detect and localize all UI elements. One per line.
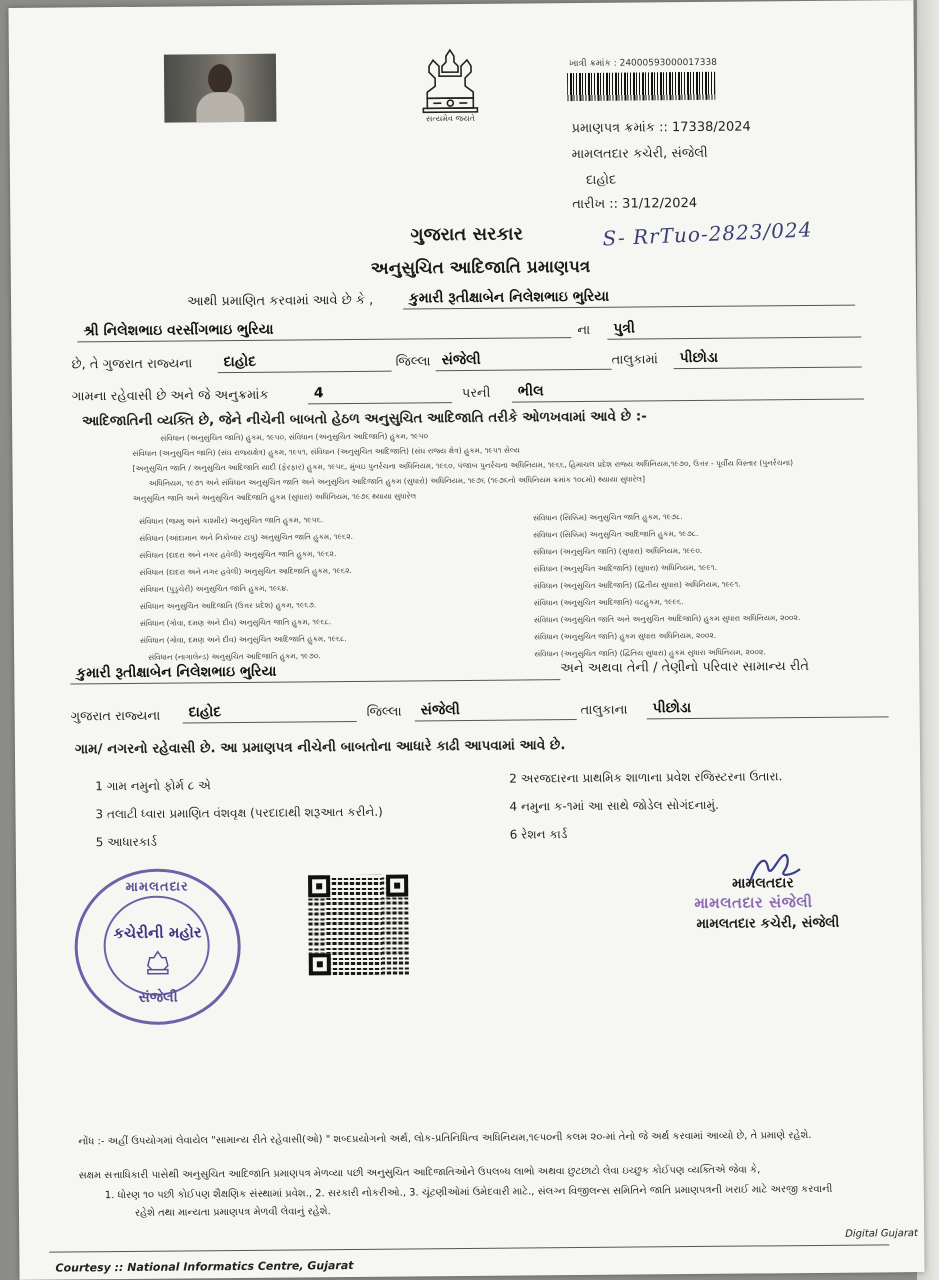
applicant-name: કુમારી રૂતીક્ષાબેન નિલેશભાઇ ભુરિયા bbox=[403, 285, 855, 310]
certify-label: આથી પ્રમાણિત કરવામાં આવે છે કે , bbox=[186, 292, 374, 310]
orders-left-column bbox=[131, 510, 492, 666]
qr-finder bbox=[309, 953, 331, 975]
issue-date: તારીખ :: 31/12/2024 bbox=[572, 195, 698, 213]
residence-village: પીછોડા bbox=[647, 696, 889, 719]
qr-finder bbox=[308, 875, 330, 897]
courtesy-line: Courtesy :: National Informatics Centre, Gujarat bbox=[55, 1259, 354, 1275]
district-name: દાહોદ bbox=[217, 351, 391, 374]
order-line: [અનુસુચિત જાતિ / અનુસુચિત આદિજાતિ યાદી (ફેરફાર) હુકમ, ૧૯૫૬, મુંબઇ પુનર્રચના અધિનિયમ, ૧૯૬૦, પંજાબ પુનર્રચના અધિનિયમ, ૧૯૬૬, હિમાચલ પ્રદેશ રાજ્ય અધિનિયમ,૧૯૭૦, ઉત્તર - પૂર્વીય વિસ્તાર (પુનર્રચના) bbox=[132, 458, 794, 473]
order-line: સંવિધાન (ગોવા, દમણ અને દીવ) અનુસુચિત જાતિ હુકમ, ૧૯૬૮. bbox=[139, 617, 332, 628]
order-line: સંવિધાન (અનુસુચિત આદિજાતિ) (સુધારા) અધિનિયમ, ૧૯૯૧. bbox=[533, 562, 717, 574]
order-line: સંવિધાન (સિક્કિમ) અનુસુચિત જાતિ હુકમ, ૧૯૭૮. bbox=[532, 512, 683, 523]
emblem-stamp-icon bbox=[142, 950, 174, 976]
issuing-office: મામલતદાર કચેરી, સંજેલી bbox=[571, 145, 708, 163]
order-line: સંવિધાન (અનુસુચિત જાતિ અને અનુસુચિત આદિજાતિ) હુકમ સુધારા અધિનિયમ, ૨૦૦૨. bbox=[533, 613, 801, 625]
stamp-top-text: મામલતદાર bbox=[125, 879, 189, 895]
order-line: સંવિધાન (પુડુચેરી) અનુસુચિત જાતિ હુકમ, ૧૯૬૪. bbox=[139, 583, 289, 594]
order-line: સંવિધાન (અનુસુચિત જાતિ) (સંઘ રાજ્યક્ષેત્ર) હુકમ, ૧૯૫૧, સંવિધાન (અનુસુચિત આદિજાતિ) (સંઘ રાજ્ય ક્ષેત્ર) હુકમ, ૧૯૫૧ સેલ્ય bbox=[132, 445, 520, 458]
document-item: 2 અરજદારના પ્રાથમિક શાળાના પ્રવેશ રજિસ્ટરના ઉતારા. bbox=[509, 769, 783, 786]
order-line: અધિનિયમ, ૧૯૭૧ અને સંવિધાન અનુસુચિત જાતિ અને અનુસુચિત આદિજાતિ હુકમ (સુધારો) અધિનિયમ, ૧૯૭૬ (૧૯૭૬નો અધિનિયમ ક્રમાંક ૧૦૮મો) થ્યાયા સુધારેલ] bbox=[148, 474, 646, 488]
order-line: અનુસુચિત જાતિ અને અનુસુચિત આદિજાતિ હુકમ (સુધારા) અધિનિયમ, ૧૯૭૬ થ્યાયા સુધારેલ bbox=[132, 491, 417, 503]
issuing-district: દાહોદ bbox=[585, 172, 617, 188]
verification-number: ખાત્રી ક્રમાંક : 24000593000017338 bbox=[568, 57, 717, 70]
stamp-middle-text: કચેરીની મહોર bbox=[113, 923, 202, 943]
emblem-caption: સત્યમેવ જયતે bbox=[425, 113, 475, 124]
office-seal-stamp bbox=[74, 868, 241, 1025]
note-authority: સક્ષમ સત્તાધિકારી પાસેથી અનુસુચિત આદિજાતિ પ્રમાણપત્ર મેળવ્યા પછી અનુસુચિત આદિજાતિઓને ઉપલબ્ધ લાભો અથવા છુટછાટો લેવા ઇચ્છુક કોઈપણ વ્યક્તિએ જેવા કે, bbox=[78, 1164, 761, 1182]
document-item: 6 રેશન કાર્ડ bbox=[509, 827, 568, 842]
officer-title: મામલતદાર bbox=[732, 875, 794, 892]
document-item: 5 આધારકાર્ડ bbox=[95, 834, 157, 850]
order-line: સંવિધાન (અનુસુચિત આદિજાતિ) (દ્વિતીય સુધારા) અધિનિયમ, ૧૯૯૧. bbox=[533, 579, 741, 591]
residence-district: દાહોદ bbox=[183, 701, 357, 724]
father-name: શ્રી નિલેશભાઇ વરસીંગભાઇ ભુરિયા bbox=[77, 317, 571, 342]
family-label: અને અથવા તેની / તેણીનો પરિવાર સામાન્ય રીતે bbox=[560, 659, 810, 677]
orders-right-column bbox=[533, 507, 854, 663]
note-last: રહેશે તથા માન્યતા પ્રમાણપત્ર મેળવી લેવાનું રહેશે. bbox=[134, 1206, 331, 1219]
resident-label: ગામના રહેવાસી છે અને જે અનુક્રમાંક bbox=[71, 387, 269, 405]
certificate-page bbox=[8, 0, 924, 1280]
taluka-label: તાલુકામાં bbox=[611, 352, 658, 368]
note-items: 1. ધોરણ ૧૦ પછી કોઈપણ શૈક્ષણિક સંસ્થામાં પ્રવેશ., 2. સરકારી નોકરીઓ., 3. ચૂંટણીઓમાં ઉમેદવારી માટે., સંલગ્ન વિજીલન્સ સમિતિને જાતિ પ્રમાણપત્રની ખરાઈ માટે અરજી કરવાની bbox=[104, 1183, 833, 1202]
residence-name: કુમારી રૂતીક્ષાબેન નિલેશભાઇ ભુરિયા bbox=[70, 659, 560, 684]
order-line: સંવિધાન (ગોવા, દમણ અને દીવ) અનુસુચિત આદિજાતિ હુકમ, ૧૯૬૮. bbox=[139, 634, 347, 645]
barcode bbox=[567, 72, 715, 101]
taluka-name: સંજેલી bbox=[435, 349, 611, 372]
officer-office: મામલતદાર કચેરી, સંજેલી bbox=[696, 914, 840, 933]
state-label: છે, તે ગુજરાત રાજ્યના bbox=[71, 356, 193, 373]
district-label: જિલ્લા bbox=[395, 354, 431, 370]
residence-taluka: સંજેલી bbox=[415, 699, 577, 721]
order-line: સંવિધાન (અનુસુચિત જાતિ) હુકમ સુધારા અધિનિયમ, ૨૦૦૨. bbox=[533, 630, 717, 642]
na-label: ના bbox=[577, 322, 591, 339]
order-line: સંવિધાન (અનુસુચિત આદિજાતિ) વટહુકમ, ૧૯૯૬. bbox=[533, 597, 684, 608]
identified-statement: આદિજાતિની વ્યક્તિ છે, જેને નીચેની બાબતો હેઠળ અનુસુચિત આદિજાતિ તરીકે ઓળખવામાં આવે છે :- bbox=[82, 408, 647, 430]
handwritten-reference: S- RrTuo-2823/024 bbox=[602, 217, 813, 251]
verification-qr-code[interactable] bbox=[308, 875, 409, 976]
village-name: પીછોડા bbox=[673, 347, 861, 370]
stamp-inner-ring bbox=[103, 895, 210, 996]
order-line: સંવિધાન (અનુસુચિત જાતિ) (સુધારા) અધિનિયમ, ૧૯૯૦. bbox=[533, 545, 703, 557]
order-line: સંવિધાન (દાદરા અને નગર હવેલી) અનુસુચિત આદિજાતિ હુકમ, ૧૯૬૨. bbox=[139, 565, 352, 577]
orders-intro bbox=[132, 425, 833, 506]
order-line: સંવિધાન (દાદરા અને નગર હવેલી) અનુસુચિત જાતિ હુકમ, ૧૯૬૨. bbox=[139, 549, 337, 560]
document-item: 3 તલાટી ધ્વારા પ્રમાણિત વંશવૃક્ષ (પરદાદાથી શરૂઆત કરીને.) bbox=[95, 804, 383, 822]
relation: પુત્રી bbox=[607, 317, 861, 340]
order-line: સંવિધાન અનુસુચિત આદિજાતિ (ઉત્તર પ્રદેશ) હુકમ, ૧૯૬૭. bbox=[139, 600, 317, 611]
residence-taluka-label: તાલુકાના bbox=[580, 702, 628, 719]
order-line: સંવિધાન (સિક્કિમ) અનુસુચિત આદિજાતિ હુકમ, ૧૯૭૮. bbox=[533, 528, 699, 540]
caste-name: ભીલ bbox=[512, 379, 864, 403]
order-line: સંવિધાન (અનુસુચિત જાતિ) હુકમ, ૧૯૫૦, સંવિધાન (અનુસુચિત આદિજાતિ) હુકમ, ૧૯૫૦ bbox=[160, 431, 429, 443]
serial-number: 4 bbox=[308, 382, 452, 404]
order-line: સંવિધાન (જમ્મુ અને કાશ્મીર) અનુસુચિત જાતિ હુકમ, ૧૯૫૬. bbox=[138, 515, 324, 526]
order-line: સંવિધાન (આંદામાન અને નિકોબાર ટાપુ) અનુસુચિત જાતિ હુકમ, ૧૯૬૨. bbox=[139, 531, 354, 543]
residence-state-label: ગુજરાત રાજ્યના bbox=[70, 708, 161, 725]
note-usage: નોંધ :- અહીં ઉપયોગમાં લેવાયેલ "સામાન્ય રીતે રહેવાસી(ઓ) " શબ્દપ્રયોગનો અર્થ, લોક-પ્રતિનિધિત્વ અધિનિયમ,૧૯૫૦ની કલમ ૨૦-માં તેનો જે અર્થ કરવામાં આવ્યો છે, તે પ્રમાણે રહેશે. bbox=[78, 1130, 812, 1148]
qr-finder bbox=[386, 875, 408, 897]
footer-divider bbox=[49, 1244, 889, 1252]
digital-gujarat-label: Digital Gujarat bbox=[845, 1228, 919, 1240]
photo-head bbox=[208, 64, 232, 94]
order-line: સંવિધાન (નાગાલેન્ડ) અનુસુચિત આદિજાતિ હુકમ, ૧૯૭૦. bbox=[148, 651, 321, 662]
document-item: 1 ગામ નમુનો ફોર્મ ૮ એ bbox=[95, 778, 211, 794]
upon-label: પરની bbox=[461, 385, 491, 402]
certificate-number: પ્રમાણપત્ર ક્રમાંક :: 17338/2024 bbox=[571, 119, 751, 137]
stamp-bottom-text: સંજેલી bbox=[138, 989, 178, 1006]
residence-district-label: જિલ્લા bbox=[366, 704, 402, 720]
order-line: સંવિધાન (અનુસુચિત જાતિ) (દ્વિતિય સુધારા) હુકમ સુધારા અધિનિયમ, ૨૦૦૨. bbox=[534, 647, 766, 659]
photo-body bbox=[196, 92, 244, 123]
officer-seal: મામલતદાર સંજેલી bbox=[694, 892, 813, 913]
basis-statement: ગામ/ નગરનો રહેવાસી છે. આ પ્રમાણપત્ર નીચેની બાબતોના આધારે કાઢી આપવામાં આવે છે. bbox=[74, 737, 566, 758]
government-title: ગુજરાત સરકાર bbox=[410, 223, 523, 246]
document-item: 4 નમુના ક-૧માં આ સાથે જોડેલ સોગંદનામું. bbox=[509, 797, 719, 814]
applicant-photo bbox=[164, 54, 277, 123]
certificate-title: અનુસુચિત આદિજાતિ પ્રમાણપત્ર bbox=[370, 256, 591, 279]
